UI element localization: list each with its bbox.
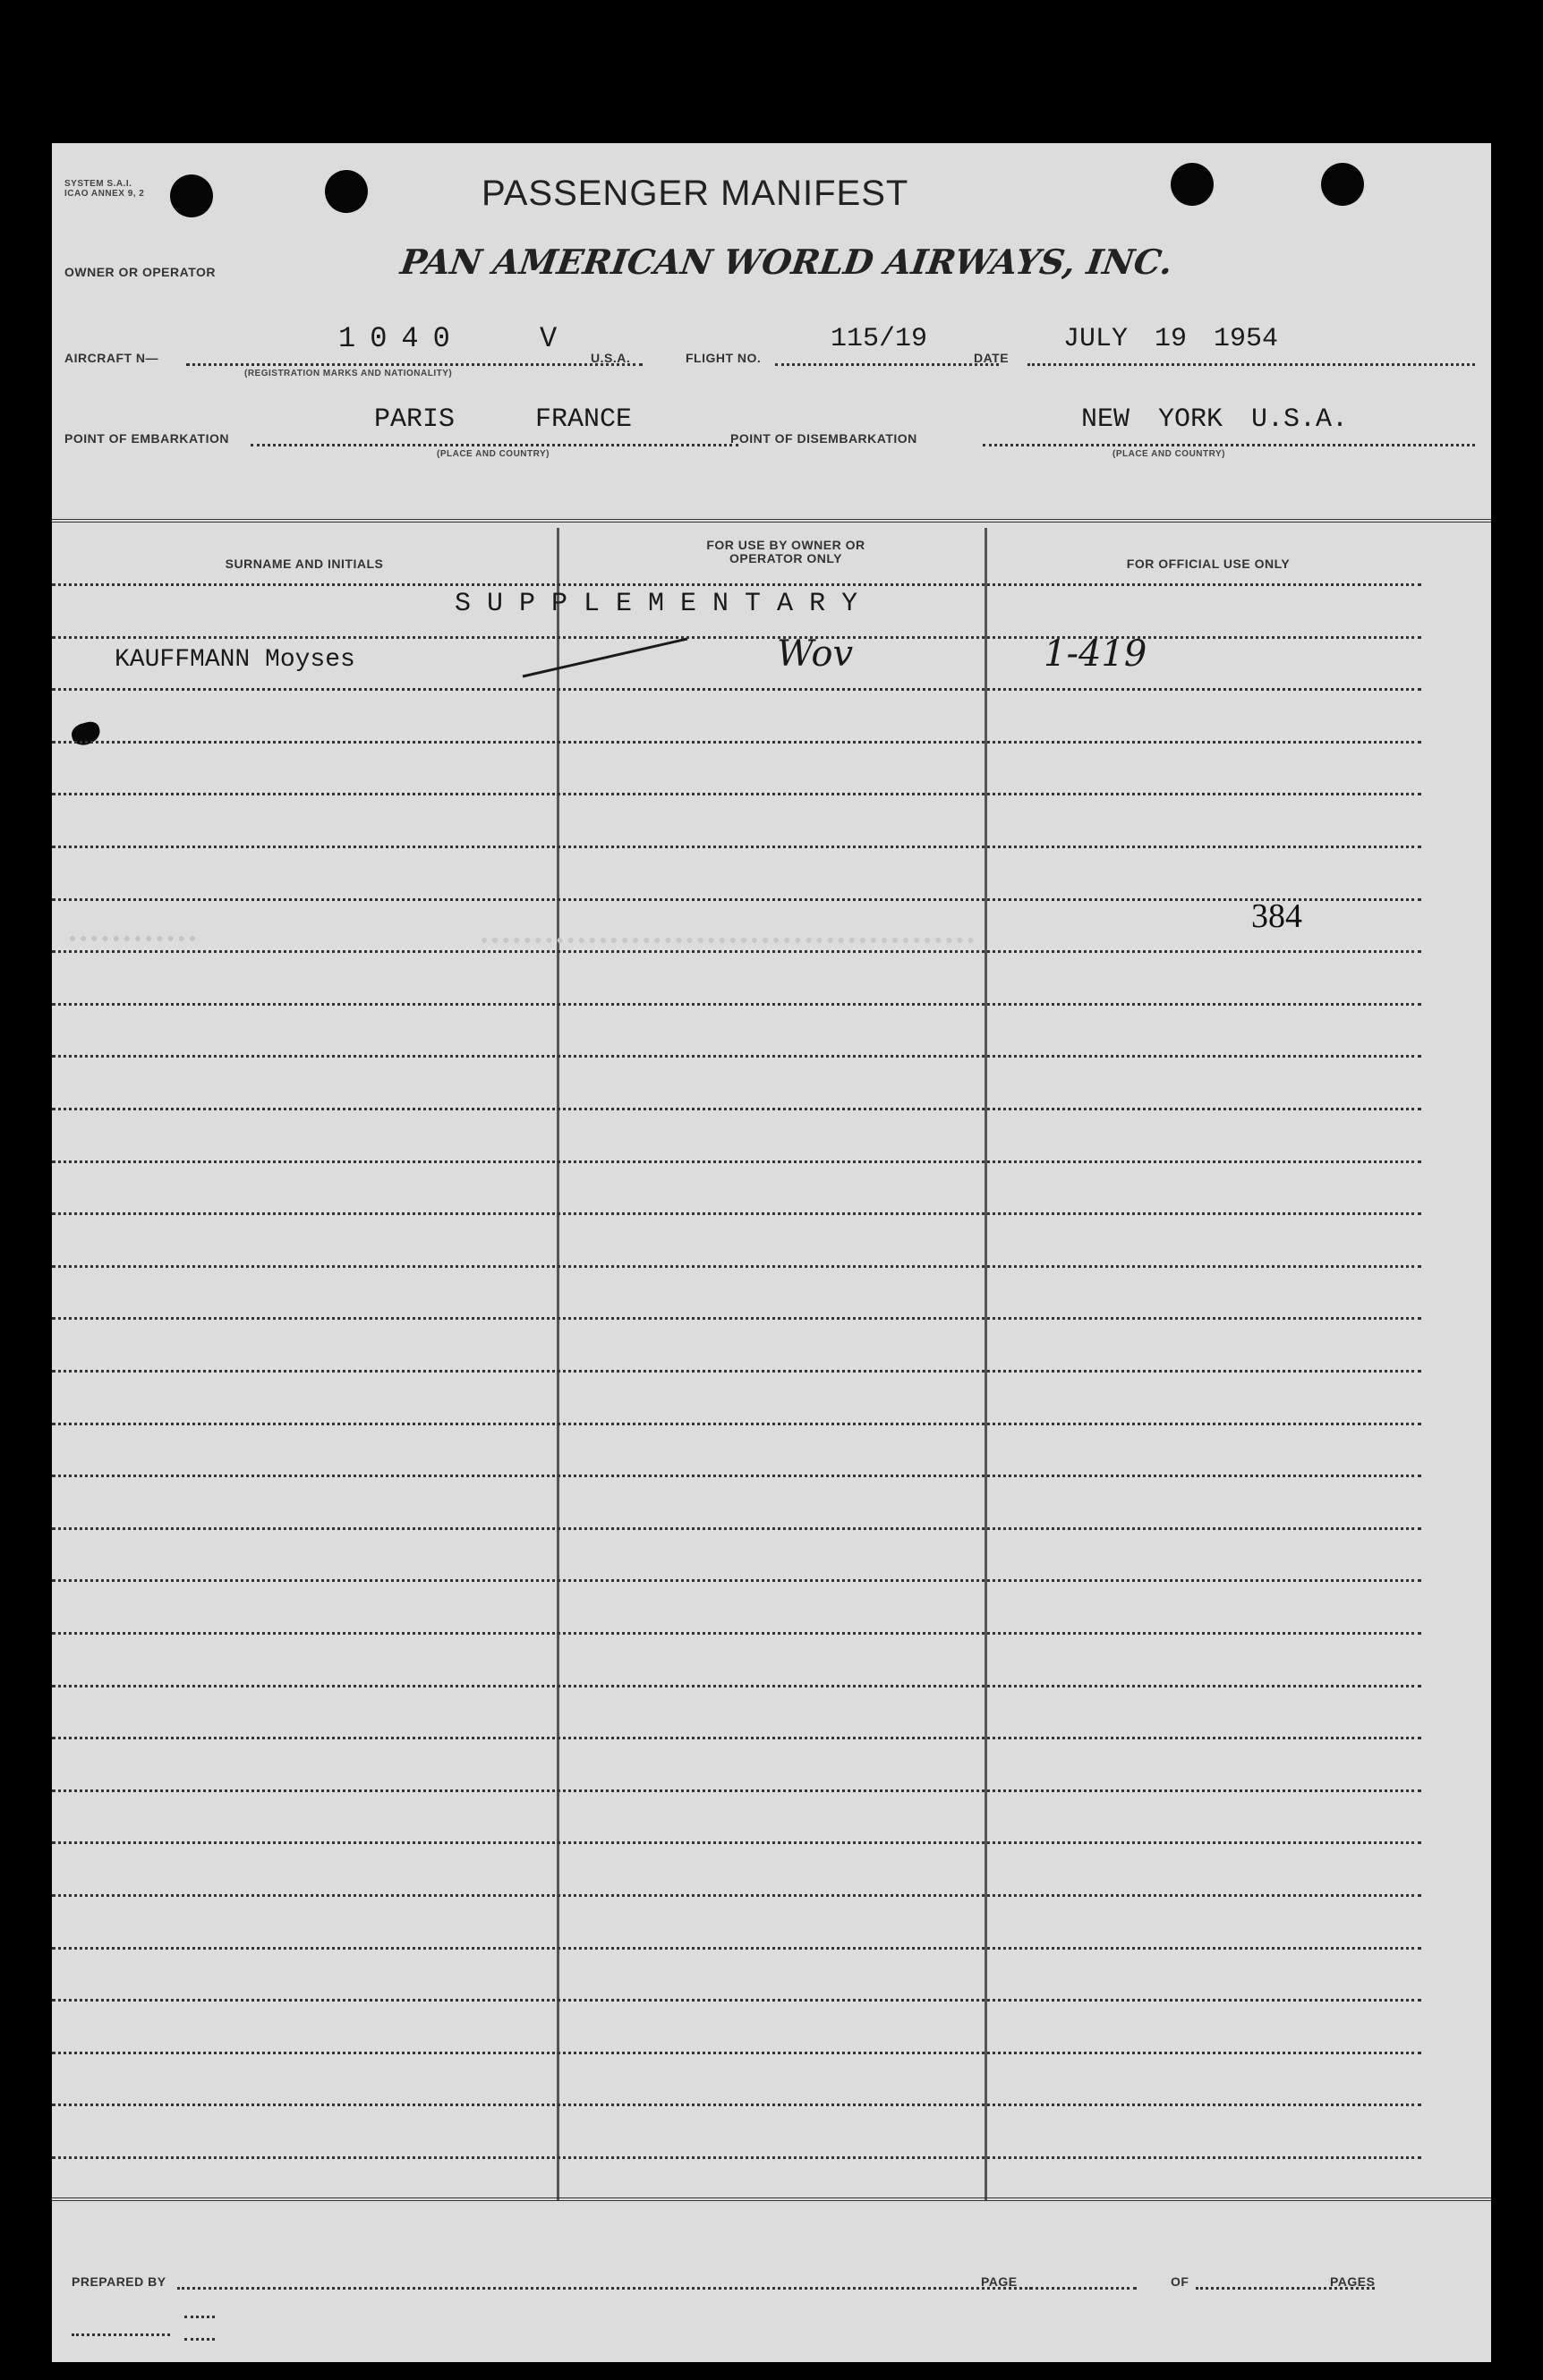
row-line — [52, 1579, 1421, 1582]
row-line — [52, 1841, 1421, 1844]
disembark-value: NEW YORK U.S.A. — [1081, 404, 1349, 435]
stamp-number: 384 — [1251, 897, 1302, 935]
punch-hole — [1171, 163, 1214, 206]
column-divider-2 — [985, 528, 987, 2201]
embark-caption: (PLACE AND COUNTRY) — [437, 449, 550, 459]
row-line — [52, 1423, 1421, 1425]
prepared-underline — [177, 2287, 1027, 2290]
row-line — [52, 688, 1421, 691]
supplementary-label: S U P P L E M E N T A R Y — [455, 589, 858, 619]
row-line — [52, 1632, 1421, 1635]
row-line — [52, 583, 1421, 586]
row-line — [52, 1108, 1421, 1110]
aircraft-suffix: V — [540, 322, 558, 355]
passenger-surname: KAUFFMANN Moyses — [115, 646, 355, 674]
usa-label: U.S.A. — [591, 351, 631, 365]
row-line — [52, 1527, 1421, 1530]
disembark-underline — [983, 444, 1475, 446]
table-top-rule — [52, 519, 1491, 523]
row-line — [52, 2052, 1421, 2054]
row-line — [52, 1475, 1421, 1477]
bleed-through-mark — [482, 920, 974, 943]
column-divider-1 — [557, 528, 559, 2201]
row-line — [52, 1317, 1421, 1320]
flight-value: 115/19 — [831, 324, 928, 354]
row-line — [52, 1265, 1421, 1268]
header-owner-use: FOR USE BY OWNER OR OPERATOR ONLY — [706, 538, 865, 565]
printer-mark — [72, 2333, 170, 2336]
embark-label: POINT OF EMBARKATION — [64, 431, 229, 446]
paper-tear — [69, 719, 102, 747]
row-line — [52, 1894, 1421, 1897]
passenger-official-use: 1-419 — [1044, 633, 1147, 675]
aircraft-underline — [186, 363, 643, 366]
row-line — [52, 793, 1421, 795]
row-line — [52, 636, 1421, 639]
row-line — [52, 846, 1421, 848]
registration-caption: (REGISTRATION MARKS AND NATIONALITY) — [244, 369, 453, 378]
aircraft-value: 1040 — [338, 322, 465, 355]
row-line — [52, 950, 1421, 953]
owner-value: PAN AMERICAN WORLD AIRWAYS, INC. — [397, 242, 1176, 282]
pages-label: PAGES — [1330, 2274, 1376, 2289]
page-underline — [1029, 2287, 1137, 2290]
row-line — [52, 1999, 1421, 2002]
row-line — [52, 1947, 1421, 1950]
row-line — [52, 1160, 1421, 1163]
of-label: OF — [1171, 2274, 1189, 2289]
header-surname: SURNAME AND INITIALS — [225, 557, 384, 571]
flight-label: FLIGHT NO. — [686, 351, 762, 365]
disembark-caption: (PLACE AND COUNTRY) — [1112, 449, 1225, 459]
row-line — [52, 1003, 1421, 1006]
date-underline — [1027, 363, 1475, 366]
corner-code-line-2: ICAO ANNEX 9, 2 — [64, 189, 145, 199]
date-value: JULY 19 1954 — [1063, 324, 1279, 354]
row-line — [52, 1737, 1421, 1739]
aircraft-label: AIRCRAFT N— — [64, 351, 159, 365]
table-bottom-rule — [52, 2197, 1491, 2201]
punch-hole — [1321, 163, 1364, 206]
row-line — [52, 898, 1421, 901]
prepared-label: PREPARED BY — [72, 2274, 166, 2289]
date-label: DATE — [974, 351, 1010, 365]
owner-label: OWNER OR OPERATOR — [64, 265, 216, 279]
row-line — [52, 1212, 1421, 1215]
row-line — [52, 741, 1421, 744]
embark-underline — [251, 444, 738, 446]
embark-value: PARIS FRANCE — [374, 404, 633, 435]
punch-hole — [325, 170, 368, 213]
passenger-owner-use: Wov — [777, 633, 854, 675]
manifest-sheet — [52, 143, 1491, 2362]
row-line — [52, 1055, 1421, 1058]
printer-union-mark — [184, 2316, 215, 2341]
bleed-through-mark — [70, 913, 195, 941]
row-line — [52, 1370, 1421, 1373]
page-label: PAGE — [981, 2274, 1018, 2289]
disembark-label: POINT OF DISEMBARKATION — [730, 431, 917, 446]
row-line — [52, 1789, 1421, 1792]
page-title: PASSENGER MANIFEST — [482, 174, 909, 213]
corner-code-line-1: SYSTEM S.A.I. — [64, 179, 132, 189]
corner-code — [64, 179, 208, 199]
row-line — [52, 2104, 1421, 2106]
row-line — [52, 2156, 1421, 2159]
flight-underline — [775, 363, 999, 366]
row-line — [52, 1685, 1421, 1687]
header-official-use: FOR OFFICIAL USE ONLY — [1126, 557, 1291, 571]
